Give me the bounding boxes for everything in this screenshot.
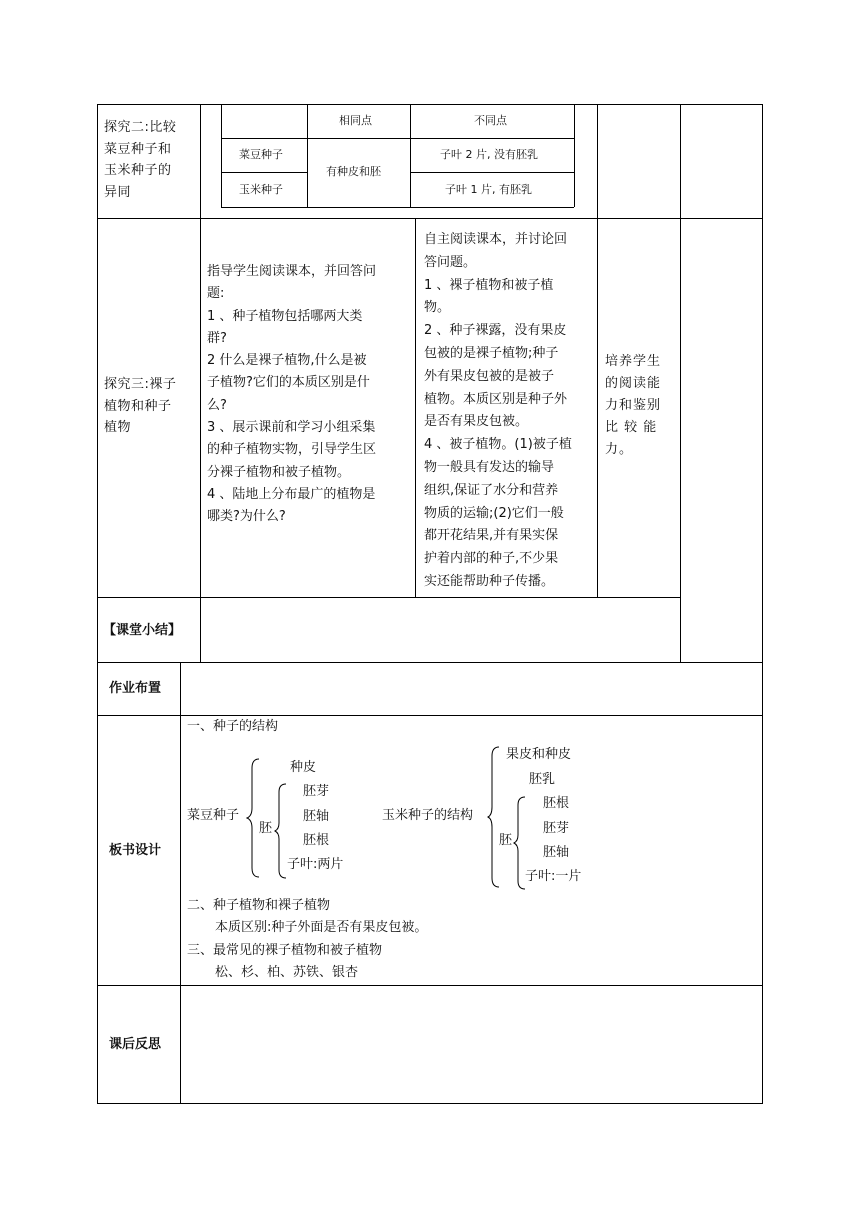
- reflection-label: 课后反思: [109, 1037, 162, 1052]
- bean-seed-name: 菜豆种子: [187, 808, 240, 823]
- corn-outer-brace-icon: [487, 746, 501, 888]
- corn-hypocotyl: 胚轴: [543, 845, 570, 860]
- bean-seed-coat: 种皮: [290, 760, 317, 775]
- heading-common-plants: 三、最常见的裸子植物和被子植物: [187, 943, 383, 958]
- bean-diff-value: 子叶 2 片, 没有胚乳: [440, 148, 538, 161]
- corn-radicle: 胚根: [543, 796, 570, 811]
- design-purpose: 培养学生 的阅读能 力和鉴别 比 较 能 力。: [605, 354, 662, 457]
- summary-label: 【课堂小结】: [103, 623, 182, 638]
- board-design-label: 板书设计: [109, 843, 162, 858]
- student-activity: 自主阅读课本，并讨论回 答问题。 1 、裸子植物和被子植 物。 2 、种子裸露，没有果皮 包被的是裸子植物;种子 外有果皮包被的是被子 植物。本质区别是种子外 是否有果皮包被。 4 、被子植物。(1)被子植 物一般具有发达的输导 组织,保证了水分和营养 物质的运输;(2)它们一般 都开花结果,并有果实保 护着内部的种子,不少果 实还能帮助种子传播。: [424, 232, 572, 589]
- bean-plumule: 胚芽: [303, 784, 330, 799]
- heading-seed-plants: 二、种子植物和裸子植物: [187, 898, 331, 913]
- bean-hypocotyl: 胚轴: [303, 809, 330, 824]
- section3-label: 探究三:裸子 植物和种子 植物: [104, 377, 177, 435]
- corn-embryo: 胚: [499, 833, 513, 848]
- essential-difference: 本质区别:种子外面是否有果皮包被。: [215, 920, 428, 935]
- teacher-activity: 指导学生阅读课本，并回答问 题: 1 、种子植物包括哪两大类 群? 2 什么是裸子植物,什么是被 子植物?它们的本质区别是什 么? 3 、展示课前和学习小组采集 的种子植物实物，引导学生区 分裸子植物和被子植物。 4 、陆地上分布最广的植物是 哪类?为什么?: [207, 264, 377, 525]
- corn-diff-value: 子叶 1 片, 有胚乳: [445, 183, 532, 196]
- bean-radicle: 胚根: [303, 833, 330, 848]
- corn-seed-row-label: 玉米种子: [239, 183, 283, 196]
- heading-seed-structure: 一、种子的结构: [187, 719, 279, 734]
- corn-endosperm: 胚乳: [529, 772, 556, 787]
- section2-label: 探究二:比较 菜豆种子和 玉米种子的 异同: [104, 120, 177, 200]
- bean-embryo: 胚: [259, 821, 273, 836]
- gymnosperm-examples: 松、杉、柏、苏铁、银杏: [215, 965, 359, 980]
- same-value: 有种皮和胚: [326, 165, 381, 178]
- corn-seed-name: 玉米种子的结构: [382, 808, 474, 823]
- corn-plumule: 胚芽: [543, 821, 570, 836]
- header-different: 不同点: [474, 114, 507, 127]
- corn-coat: 果皮和种皮: [506, 747, 572, 762]
- bean-inner-brace-icon: [274, 783, 288, 879]
- homework-label: 作业布置: [109, 681, 162, 696]
- header-same: 相同点: [339, 114, 372, 127]
- corn-cotyledon: 子叶:一片: [525, 869, 582, 884]
- bean-seed-row-label: 菜豆种子: [239, 148, 283, 161]
- bean-cotyledon: 子叶:两片: [287, 857, 344, 872]
